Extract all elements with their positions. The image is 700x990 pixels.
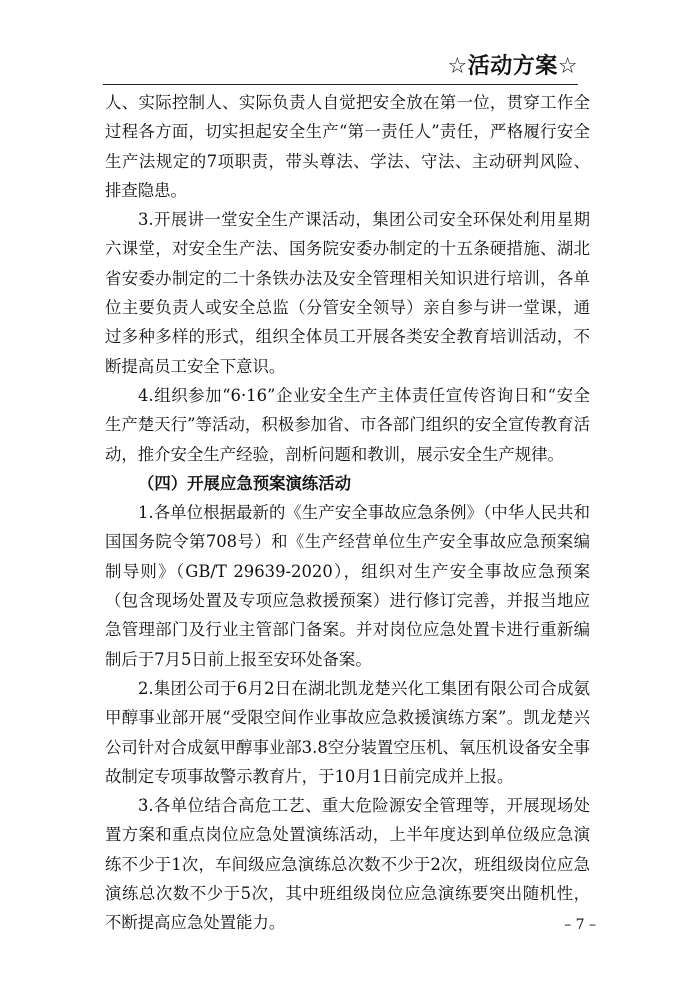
section-heading-emergency-drills: （四）开展应急预案演练活动: [138, 473, 352, 493]
document-body: [105, 88, 590, 938]
paragraph-continued: 人、实际控制人、实际负责人自觉把安全放在第一位，贯穿工作全过程各方面，切实担起安全生产“第一责任人”责任，严格履行安全生产法规定的7项职责，带头尊法、学法、守法、主动研判风险、排查隐患。: [105, 93, 590, 200]
paragraph-safety-events: 4.组织参加“6·16”企业安全生产主体责任宣传咨询日和“安全生产楚天行”等活动，积极参加省、市各部门组织的安全宣传教育活动，推介安全生产经验，剖析问题和教训，展示安全生产规律。: [105, 385, 590, 464]
paragraph-emergency-plan-revision: 1.各单位根据最新的《生产安全事故应急条例》（中华人民共和国国务院令第708号）和《生产经营单位生产安全事故应急预案编制导则》（GB/T 29639-2020），组织对生产安全事故应急预案（包含现场处置及专项应急救援预案）进行修订完善，并报当地应急管理部门及行业主管部门备案。并对岗位应急处置卡进行重新编制后于7月5日前上报至安环处备案。: [105, 503, 590, 669]
paragraph-safety-lesson: 3.开展讲一堂安全生产课活动，集团公司安全环保处利用星期六课堂，对安全生产法、国务院安委办制定的十五条硬措施、湖北省安委办制定的二十条铁办法及安全管理相关知识进行培训，各单位主要负责人或安全总监（分管安全领导）亲自参与讲一堂课，通过多种多样的形式，组织全体员工开展各类安全教育培训活动，不断提高员工安全下意识。: [105, 210, 590, 376]
header-title: ☆活动方案☆: [447, 54, 578, 79]
paragraph-on-site-drills: 3.各单位结合高危工艺、重大危险源安全管理等，开展现场处置方案和重点岗位应急处置演练活动，上半年度达到单位级应急演练不少于1次，车间级应急演练总次数不少于2次，班组级岗位应急演练总次数不少于5次，其中班组级岗位应急演练要突出随机性，不断提高应急处置能力。: [105, 796, 590, 933]
header-divider: [103, 84, 578, 85]
paragraph-group-drill: 2.集团公司于6月2日在湖北凯龙楚兴化工集团有限公司合成氨甲醇事业部开展“受限空间作业事故应急救援演练方案”。凯龙楚兴公司针对合成氨甲醇事业部3.8空分装置空压机、氧压机设备安全事故制定专项事故警示教育片，于10月1日前完成并上报。: [105, 678, 591, 786]
page-number: – 7 –: [564, 917, 596, 933]
